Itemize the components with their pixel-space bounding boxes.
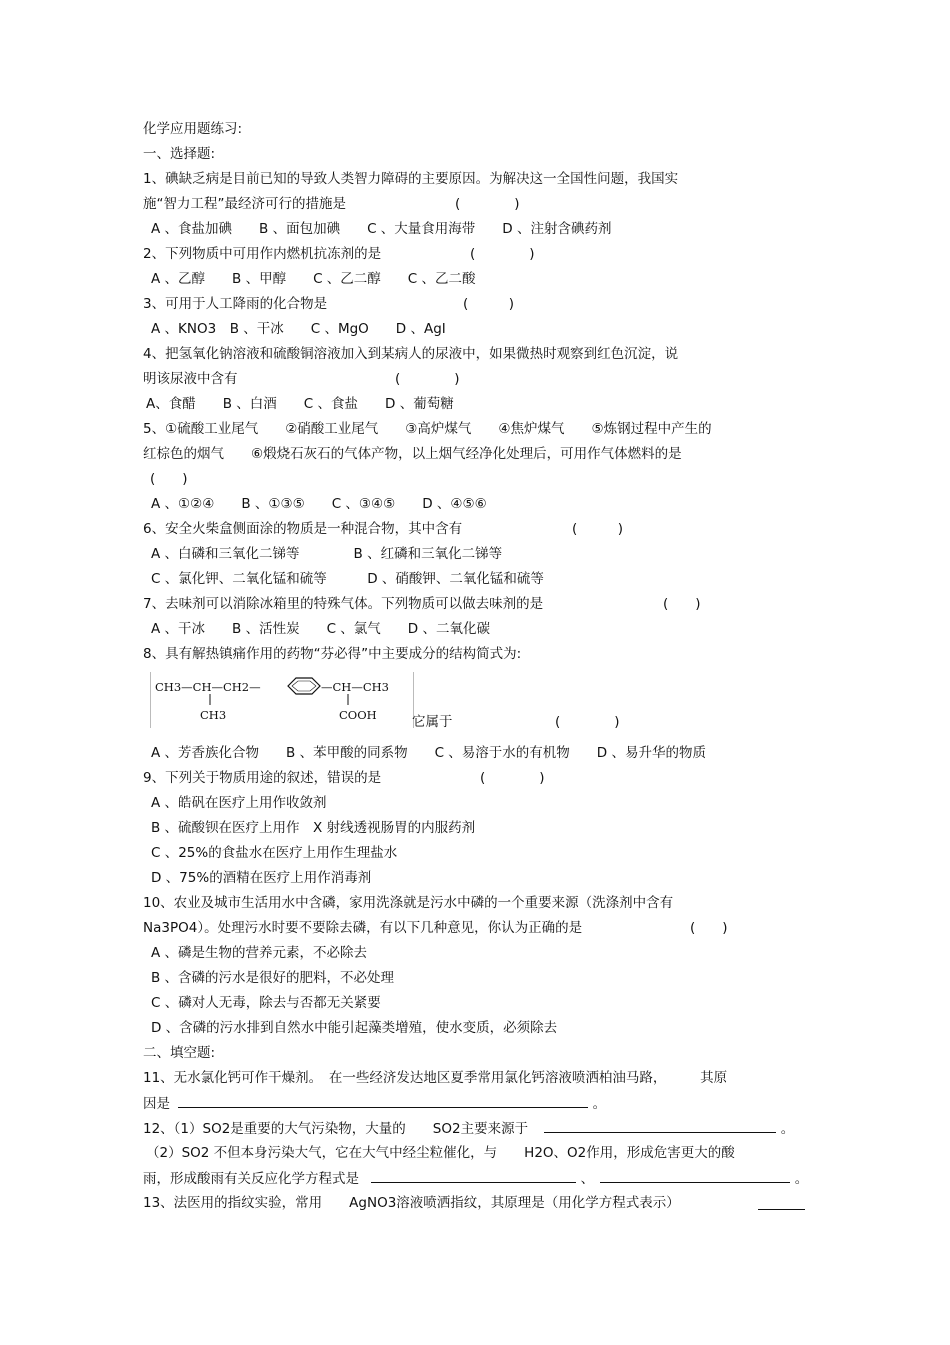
q7-stem: 7、去味剂可以消除冰箱里的特殊气体。下列物质可以做去味剂的是	[143, 596, 544, 612]
q12-equation-blank-2[interactable]	[600, 1169, 790, 1183]
structural-formula-drawing	[151, 672, 413, 728]
q1-stem-line2: 施“智力工程”最经济可行的措施是	[143, 196, 346, 212]
q9-option-a: A 、皓矾在医疗上用作收敛剂	[151, 795, 327, 811]
q10-option-c: C 、磷对人无毒，除去与否都无关紧要	[151, 995, 381, 1011]
benzene-ring-inner	[292, 681, 316, 691]
q12-part2-stem-end: 雨，形成酸雨有关反应化学方程式是	[143, 1171, 359, 1187]
page-title: 化学应用题练习:	[143, 121, 243, 137]
q8-options: A 、芳香族化合物 B 、苯甲酸的同系物 C 、易溶于水的有机物 D 、易升华的物质	[151, 745, 706, 761]
q1-options: A 、食盐加碘 B 、面包加碘 C 、大量食用海带 D 、注射含碘药剂	[151, 221, 612, 237]
formula-main-chain: CH3—CH—CH2—	[155, 680, 261, 694]
q6-stem: 6、安全火柴盒侧面涂的物质是一种混合物，其中含有	[143, 521, 463, 537]
formula-methyl-branch: CH3	[200, 708, 227, 722]
q2-answer-bracket: ( )	[470, 246, 535, 262]
q7-options: A 、干冰 B 、活性炭 C 、氯气 D 、二氧化碳	[151, 621, 490, 637]
q2-options: A 、乙醇 B 、甲醇 C 、乙二醇 C 、乙二酸	[151, 271, 476, 287]
q4-answer-bracket: ( )	[395, 371, 460, 387]
q11-stem-line2	[143, 1094, 606, 1113]
q6-options-cd: C 、氯化钾、二氧化锰和硫等 D 、硝酸钾、二氧化锰和硫等	[151, 571, 544, 587]
q5-options: A 、①②④ B 、①③⑤ C 、③④⑤ D 、④⑤⑥	[151, 496, 487, 512]
section-heading-choice: 一、选择题:	[143, 146, 216, 162]
q9-answer-bracket: ( )	[480, 770, 545, 786]
q13-answer-blank[interactable]	[758, 1209, 805, 1210]
q3-stem: 3、可用于人工降雨的化合物是	[143, 296, 328, 312]
q12-part1-period: 。	[780, 1121, 795, 1137]
q11-period: 。	[592, 1096, 607, 1112]
q5-answer-bracket: ( )	[150, 471, 188, 487]
benzene-ring	[288, 678, 320, 694]
q2-stem: 2、下列物质中可用作内燃机抗冻剂的是	[143, 246, 382, 262]
q1-stem-line1: 1、碘缺乏病是目前已知的导致人类智力障碍的主要原因。为解决这一全国性问题，我国实	[143, 171, 679, 187]
q10-option-a: A 、磷是生物的营养元素，不必除去	[151, 945, 368, 961]
q13-stem: 13、法医用的指纹实验，常用 AgNO3溶液喷洒指纹，其原理是（用化学方程式表示）	[143, 1195, 680, 1211]
q4-options: A、食醋 B 、白酒 C 、食盐 D 、葡萄糖	[146, 396, 454, 412]
q12-separator: 、	[580, 1171, 595, 1187]
q11-answer-blank[interactable]	[178, 1094, 588, 1108]
q8-answer-bracket: ( )	[555, 714, 620, 730]
q4-stem-line2: 明该尿液中含有	[143, 371, 238, 387]
q12-part1-blank[interactable]	[544, 1119, 776, 1133]
q12-equation-blank-1[interactable]	[371, 1169, 576, 1183]
q1-answer-bracket: ( )	[455, 196, 520, 212]
q3-options: A 、KNO3 B 、干冰 C 、MgO D 、AgI	[151, 321, 446, 337]
q12-line3-wrap	[143, 1169, 808, 1188]
q8-stem: 8、具有解热镇痛作用的药物“芬必得”中主要成分的结构简式为:	[143, 646, 522, 662]
q10-option-d: D 、含磷的污水排到自然水中能引起藻类增殖，使水变质，必须除去	[151, 1020, 558, 1036]
q10-answer-bracket: ( )	[690, 920, 728, 936]
q9-stem: 9、下列关于物质用途的叙述，错误的是	[143, 770, 382, 786]
q6-answer-bracket: ( )	[572, 521, 624, 537]
q12-part1-stem: 12、（1）SO2是重要的大气污染物，大量的 SO2主要来源于	[143, 1121, 529, 1137]
q9-option-d: D 、75%的酒精在医疗上用作消毒剂	[151, 870, 372, 886]
section-heading-fill: 二、填空题:	[143, 1045, 216, 1061]
q12-part2-stem: （2）SO2 不但本身污染大气，它在大气中经尘粒催化，与 H2O、O2作用，形成危害更大的酸	[146, 1145, 735, 1161]
q11-stem-line1: 11、无水氯化钙可作干燥剂。 在一些经济发达地区夏季常用氯化钙溶液喷洒柏油马路， 其原	[143, 1070, 728, 1086]
structural-formula	[150, 672, 414, 728]
q10-stem-line2: Na3PO4）。处理污水时要不要除去磷，有以下几种意见，你认为正确的是	[143, 920, 583, 936]
q8-tail: 它属于	[412, 714, 453, 730]
formula-carboxyl-branch: COOH	[339, 708, 377, 722]
q9-option-b: B 、硫酸钡在医疗上用作 X 射线透视肠胃的内服药剂	[151, 820, 476, 836]
q6-options-ab: A 、白磷和三氧化二锑等 B 、红磷和三氧化二锑等	[151, 546, 503, 562]
q3-answer-bracket: ( )	[463, 296, 515, 312]
q12-part2-period: 。	[794, 1171, 809, 1187]
q10-option-b: B 、含磷的污水是很好的肥料，不必处理	[151, 970, 395, 986]
q5-stem-line1: 5、①硫酸工业尾气 ②硝酸工业尾气 ③高炉煤气 ④焦炉煤气 ⑤炼钢过程中产生的	[143, 421, 712, 437]
q11-stem-prefix: 因是	[143, 1096, 170, 1112]
q4-stem-line1: 4、把氢氧化钠溶液和硫酸铜溶液加入到某病人的尿液中，如果微热时观察到红色沉淀，说	[143, 346, 679, 362]
q10-stem-line1: 10、农业及城市生活用水中含磷，家用洗涤就是污水中磷的一个重要来源（洗涤剂中含有	[143, 895, 674, 911]
formula-right-chain: —CH—CH3	[321, 680, 389, 694]
q12-line1-wrap	[143, 1119, 794, 1138]
q9-option-c: C 、25%的食盐水在医疗上用作生理盐水	[151, 845, 398, 861]
q5-stem-line2: 红棕色的烟气 ⑥煅烧石灰石的气体产物，以上烟气经净化处理后，可用作气体燃料的是	[143, 446, 682, 462]
q7-answer-bracket: ( )	[663, 596, 701, 612]
